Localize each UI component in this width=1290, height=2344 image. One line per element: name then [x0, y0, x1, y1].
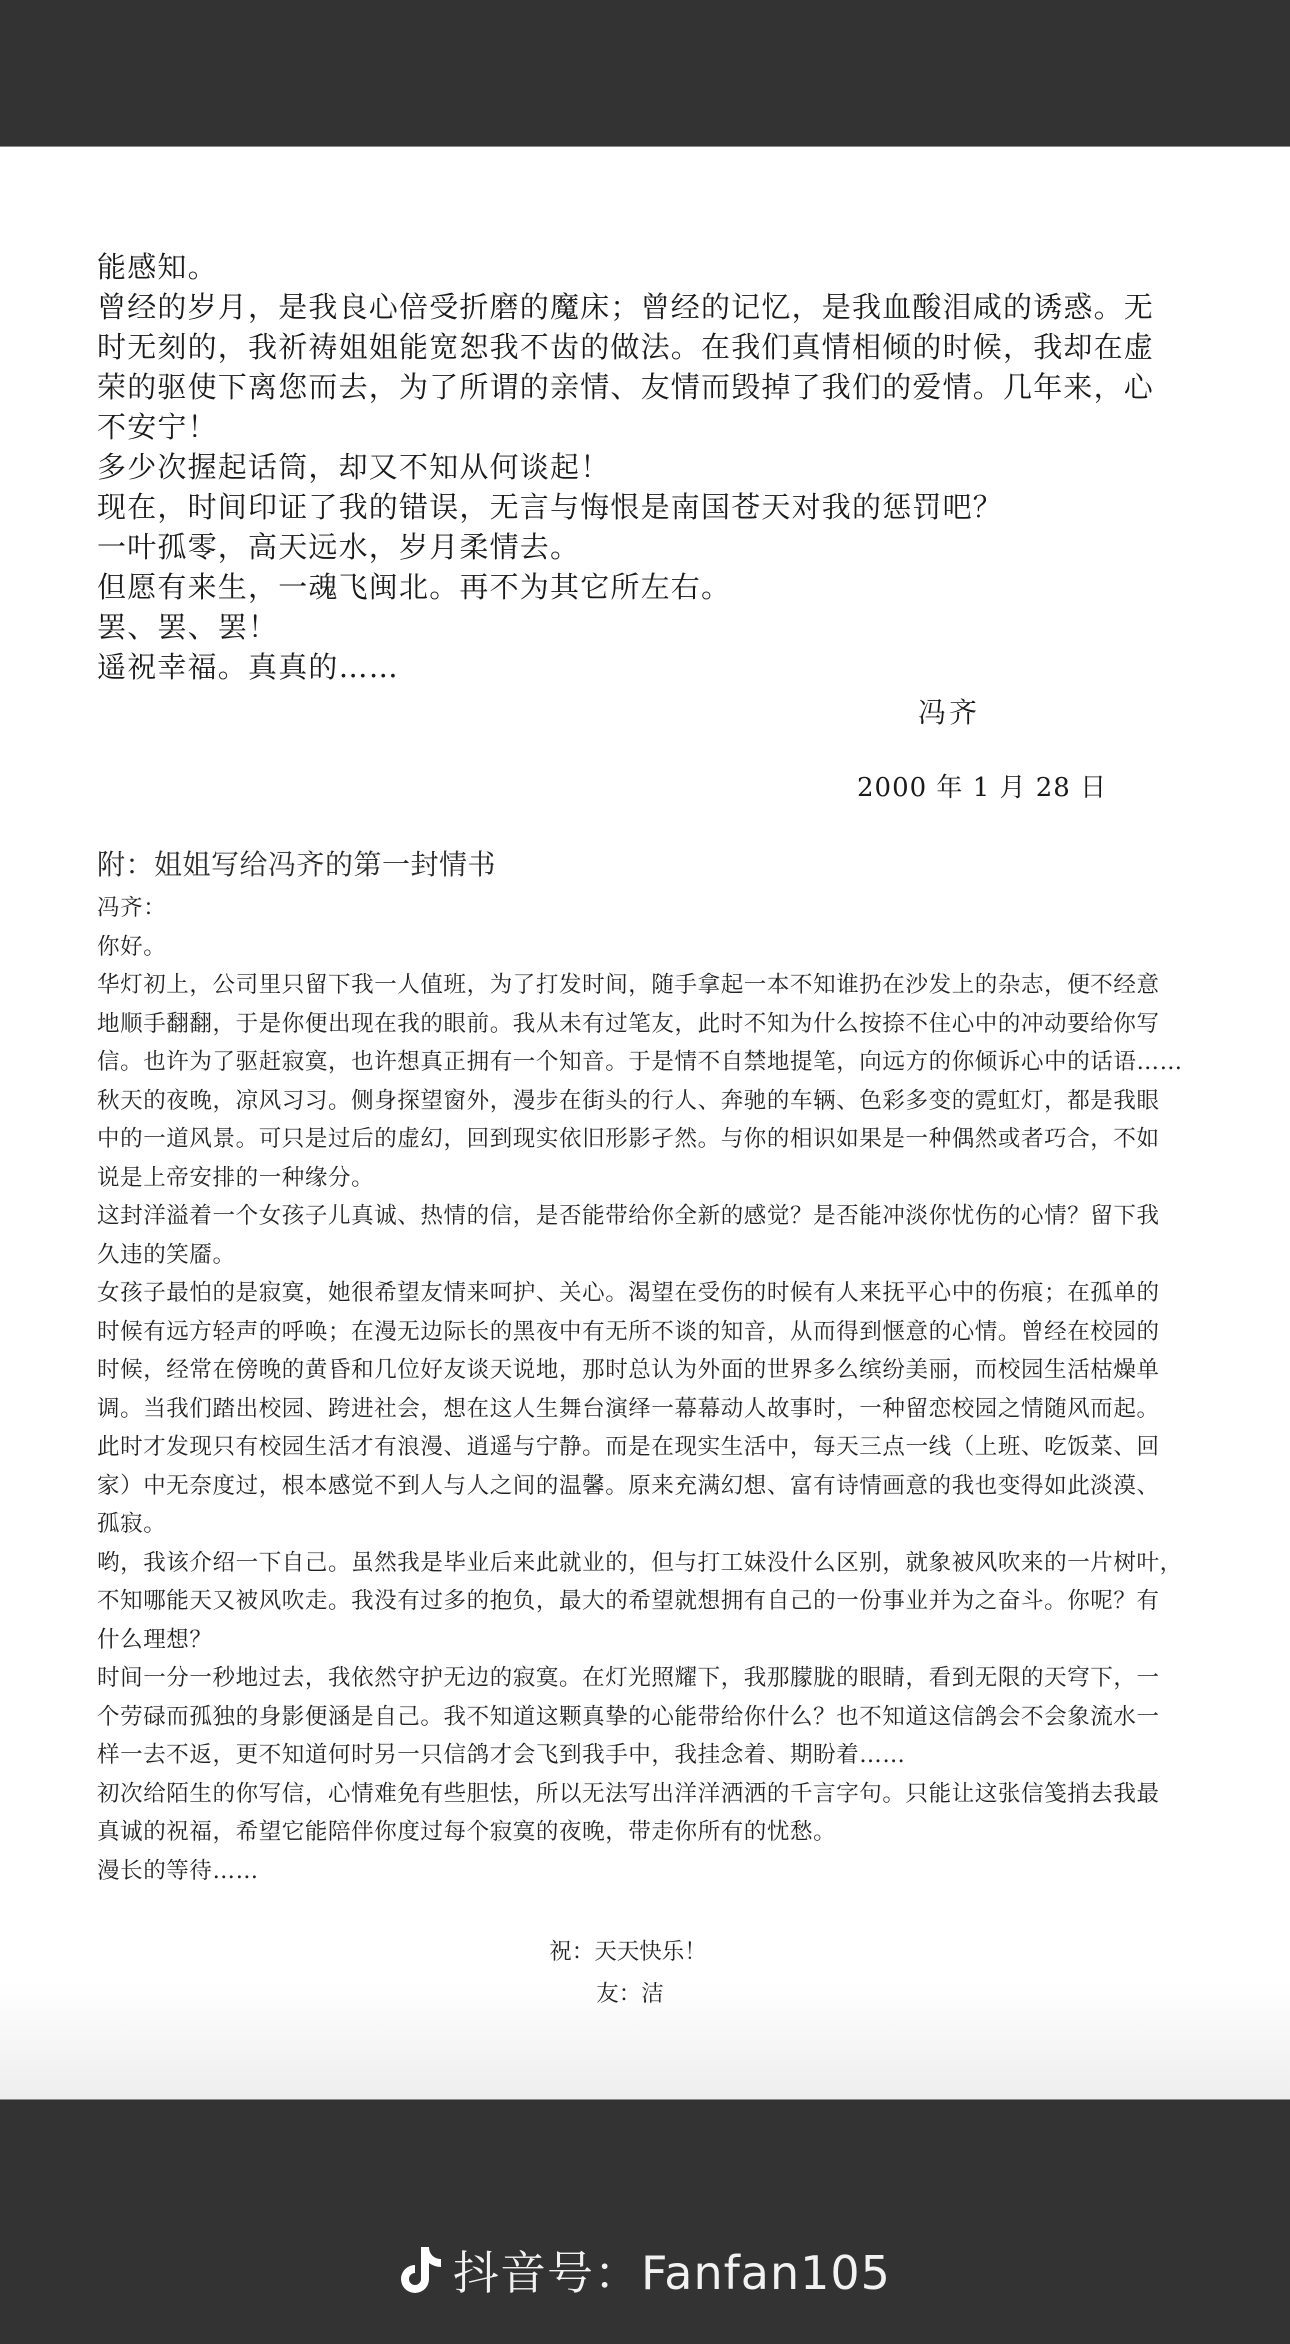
appendix-heading: 附：姐姐写给冯齐的第一封情书: [97, 848, 497, 881]
douyin-watermark: [0, 2245, 1290, 2301]
letter-2-line: 个劳碌而孤独的身影便涵是自己。我不知道这颗真挚的心能带给你什么？也不知道这信鸽会不会象流水一: [97, 1703, 1160, 1730]
letter-2-line: 久违的笑靥。: [97, 1241, 236, 1268]
letter-1-line: 罢、罢、罢！: [97, 610, 279, 644]
letter-2-line: 地顺手翻翻，于是你便出现在我的眼前。我从未有过笔友，此时不知为什么按捺不住心中的冲动要给你写: [97, 1010, 1160, 1037]
letter-2-closing: 祝：天天快乐！: [549, 1939, 707, 1965]
letter-1-body: [97, 247, 1207, 687]
letter-1-line: 但愿有来生，一魂飞闽北。再不为其它所左右。: [97, 570, 732, 604]
letter-2-line: 真诚的祝福，希望它能陪伴你度过每个寂寞的夜晚，带走你所有的忧愁。: [97, 1819, 837, 1845]
letter-2-line: 中的一道风景。可只是过后的虚幻，回到现实依旧形影孑然。与你的相识如果是一种偶然或者巧合，不如: [97, 1126, 1160, 1152]
letter-2-line: 样一去不返，更不知道何时另一只信鸽才会飞到我手中，我挂念着、期盼着……: [97, 1742, 906, 1768]
letter-2-line: 漫长的等待……: [97, 1857, 259, 1884]
letter-2-line: 什么理想？: [97, 1626, 213, 1653]
douyin-account-label: 抖音号：Fanfan105: [453, 2246, 891, 2300]
bottom-dark-bar: [0, 2100, 1290, 2344]
letter-1-line: 能感知。: [97, 250, 218, 284]
letter-1-line: 一叶孤零，高天远水，岁月柔情去。: [97, 530, 581, 564]
letter-1-line: 遥祝幸福。真真的……: [97, 650, 400, 684]
letter-2-line: 哟，我该介绍一下自己。虽然我是毕业后来此就业的，但与打工妹没什么区别，就象被风吹来的一片树叶，: [97, 1549, 1183, 1576]
letter-2-line: 时候，经常在傍晚的黄昏和几位好友谈天说地，那时总认为外面的世界多么缤纷美丽，而校园生活枯燥单: [97, 1357, 1160, 1383]
letter-1-line: 曾经的岁月，是我良心倍受折磨的魔床；曾经的记忆，是我血酸泪咸的诱惑。无: [97, 290, 1155, 324]
letter-2-body: [97, 889, 1207, 1890]
letter-2-line: 说是上帝安排的一种缘分。: [97, 1164, 375, 1191]
letter-page: [0, 147, 1290, 2100]
letter-1-date: 2000 年 1 月 28 日: [857, 773, 1108, 803]
letter-2-line: 你好。: [97, 933, 167, 960]
letter-1-line: 荣的驱使下离您而去，为了所谓的亲情、友情而毁掉了我们的爱情。几年来，心: [97, 370, 1155, 404]
top-dark-bar: [0, 0, 1290, 147]
letter-2-line: 时候有远方轻声的呼唤；在漫无边际长的黑夜中有无所不谈的知音，从而得到惬意的心情。曾经在校园的: [97, 1318, 1160, 1345]
letter-2-line: 调。当我们踏出校园、跨进社会，想在这人生舞台演绎一幕幕动人故事时，一种留恋校园之情随风而起。: [97, 1395, 1160, 1422]
letter-2-line: 秋天的夜晚，凉风习习。侧身探望窗外，漫步在街头的行人、奔驰的车辆、色彩多变的霓虹灯，都是我眼: [97, 1087, 1160, 1114]
letter-2-signoff: 友：洁: [596, 1981, 664, 2007]
letter-2-line: 家）中无奈度过，根本感觉不到人与人之间的温馨。原来充满幻想、富有诗情画意的我也变得如此淡漠、: [97, 1472, 1160, 1499]
douyin-logo-icon: [399, 2245, 443, 2297]
letter-2-line: 不知哪能天又被风吹走。我没有过多的抱负，最大的希望就想拥有自己的一份事业并为之奋斗。你呢？有: [97, 1588, 1160, 1614]
letter-2-line: 信。也许为了驱赶寂寞，也许想真正拥有一个知音。于是情不自禁地提笔，向远方的你倾诉心中的话语……: [97, 1049, 1183, 1075]
letter-1-signature: 冯齐: [918, 696, 981, 729]
letter-2-line: 华灯初上，公司里只留下我一人值班，为了打发时间，随手拿起一本不知谁扔在沙发上的杂志，便不经意: [97, 972, 1160, 998]
letter-1-line: 时无刻的，我祈祷姐姐能宽恕我不齿的做法。在我们真情相倾的时候，我却在虚: [97, 330, 1155, 364]
letter-2-line: 初次给陌生的你写信，心情难免有些胆怯，所以无法写出洋洋洒洒的千言字句。只能让这张信笺捎去我最: [97, 1780, 1160, 1807]
letter-2-line: 时间一分一秒地过去，我依然守护无边的寂寞。在灯光照耀下，我那朦胧的眼睛，看到无限的天穹下，一: [97, 1665, 1160, 1691]
letter-2-line: 这封洋溢着一个女孩子儿真诚、热情的信，是否能带给你全新的感觉？是否能冲淡你忧伤的心情？留下我: [97, 1203, 1160, 1229]
letter-1-line: 现在，时间印证了我的错误，无言与悔恨是南国苍天对我的惩罚吧？: [97, 490, 1004, 524]
letter-1-line: 不安宁！: [97, 410, 218, 444]
letter-2-line: 此时才发现只有校园生活才有浪漫、逍遥与宁静。而是在现实生活中，每天三点一线（上班、吃饭菜、回: [97, 1434, 1160, 1460]
letter-2-line: 冯齐：: [97, 895, 167, 921]
letter-2-line: 女孩子最怕的是寂寞，她很希望友情来呵护、关心。渴望在受伤的时候有人来抚平心中的伤痕；在孤单的: [97, 1280, 1160, 1306]
letter-2-line: 孤寂。: [97, 1511, 167, 1537]
letter-1-line: 多少次握起话筒，却又不知从何谈起！: [97, 450, 611, 484]
